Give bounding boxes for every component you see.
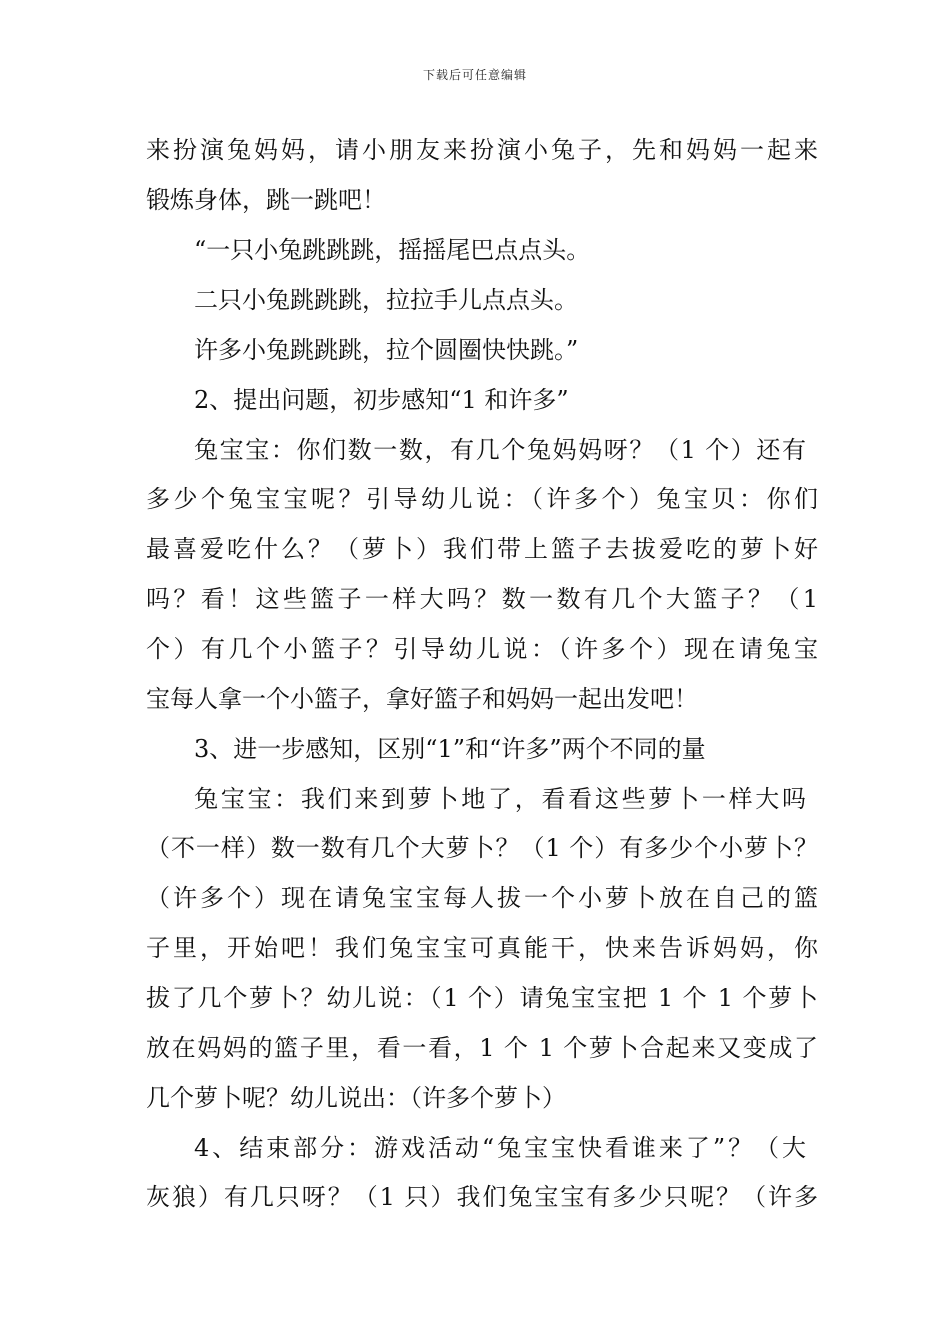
poem-line: “一只小兔跳跳跳，摇摇尾巴点点头。 — [194, 236, 591, 264]
body-line: 个）有几个小篮子？引导幼儿说：（许多个）现在请兔宝 — [146, 635, 818, 663]
body-line: 放在妈妈的篮子里，看一看，1 个 1 个萝卜合起来又变成了 — [146, 1034, 818, 1062]
section-heading: 3、进一步感知，区别“1”和“许多”两个不同的量 — [194, 735, 706, 763]
body-line: 吗？看！这些篮子一样大吗？数一数有几个大篮子？（1 — [146, 585, 818, 613]
section-heading: 2、提出问题，初步感知“1 和许多” — [194, 386, 569, 414]
body-line: （不一样）数一数有几个大萝卜？（1 个）有多少个小萝卜？ — [146, 834, 818, 862]
body-line: 灰狼）有几只呀？（1 只）我们兔宝宝有多少只呢？（许多 — [146, 1183, 818, 1211]
body-line: 多少个兔宝宝呢？引导幼儿说：（许多个）兔宝贝：你们 — [146, 485, 818, 513]
poem-line: 许多小兔跳跳跳，拉个圆圈快快跳。” — [194, 336, 579, 364]
body-line: 锻炼身体，跳一跳吧！ — [146, 186, 386, 214]
poem-line: 二只小兔跳跳跳，拉拉手儿点点头。 — [194, 286, 578, 314]
body-line: 拔了几个萝卜？幼儿说：（1 个）请兔宝宝把 1 个 1 个萝卜 — [146, 984, 818, 1012]
body-line: 来扮演兔妈妈，请小朋友来扮演小兔子，先和妈妈一起来 — [146, 136, 818, 164]
section-heading: 4、结束部分：游戏活动“兔宝宝快看谁来了”？（大 — [194, 1134, 806, 1162]
body-line: 几个萝卜呢？幼儿说出：（许多个萝卜） — [146, 1084, 566, 1112]
body-line: 兔宝宝：我们来到萝卜地了，看看这些萝卜一样大吗 — [194, 785, 806, 813]
page-header: 下载后可任意编辑 — [422, 68, 527, 82]
body-line: （许多个）现在请兔宝宝每人拔一个小萝卜放在自己的篮 — [146, 884, 818, 912]
body-line: 最喜爱吃什么？（萝卜）我们带上篮子去拔爱吃的萝卜好 — [146, 535, 818, 563]
body-line: 子里，开始吧！我们兔宝宝可真能干，快来告诉妈妈，你 — [146, 934, 818, 962]
body-line: 兔宝宝：你们数一数，有几个兔妈妈呀？（1 个）还有 — [194, 436, 806, 464]
body-line: 宝每人拿一个小篮子，拿好篮子和妈妈一起出发吧！ — [146, 685, 698, 713]
